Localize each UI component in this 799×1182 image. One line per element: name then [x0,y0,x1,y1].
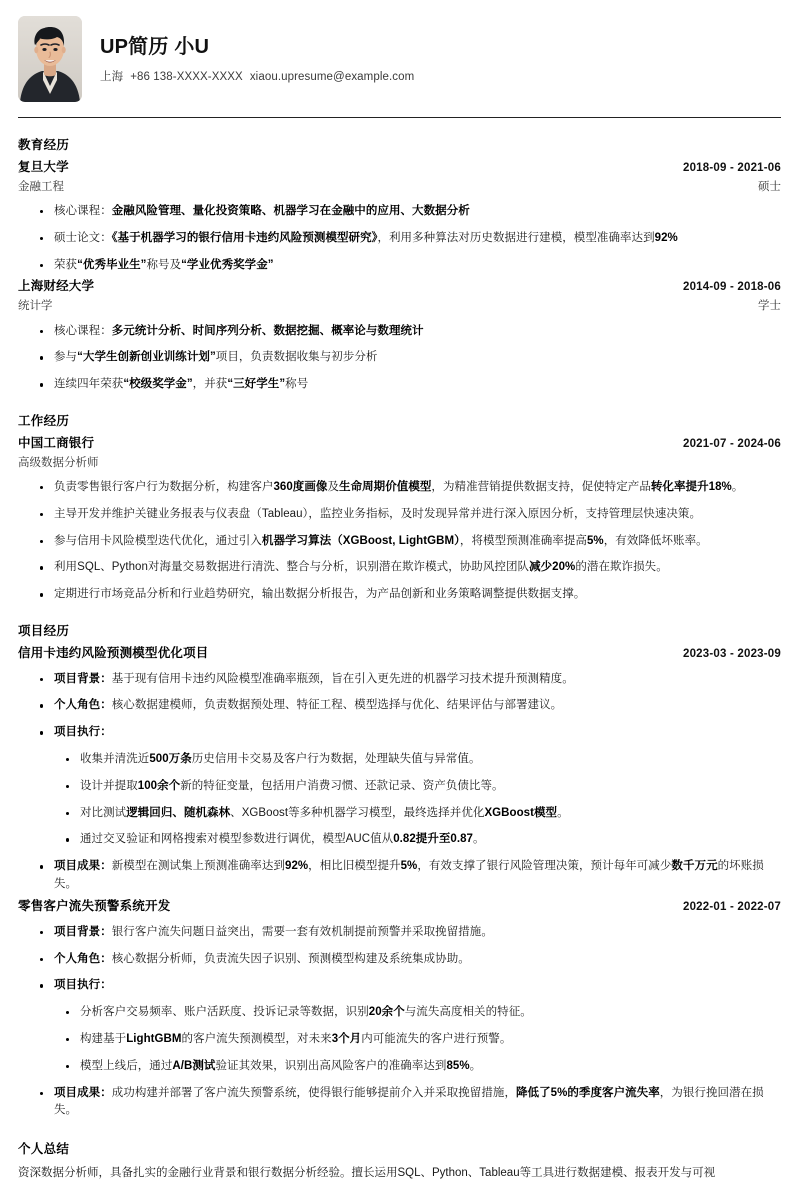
entry-organization: 中国工商银行 [18,435,95,450]
bullet-0-1-run-1: 《基于机器学习的银行信用卡违约风险预测模型研究》 [111,231,378,244]
bullet-1-2-run-3: “三好学生” [227,378,286,391]
bullet-0-2-run-3: 5% [586,534,604,547]
section-title-summary: 个人总结 [18,1142,70,1157]
contact-location: 上海 [100,70,124,83]
entry-major-or-role: 高级数据分析师 [18,456,99,469]
bullet-1-3-run-0: 项目成果： [54,1086,112,1099]
resume-header [18,0,781,102]
bullet-1-1-run-0: 参与 [54,351,78,364]
bullet-0-0-run-0: 负责零售银行客户行为数据分析，构建客户 [54,480,274,493]
bullet-1-2-run-0: 项目执行： [54,979,112,992]
bullet-item [18,323,781,341]
bullet-1-3-run-3: ，为银行挽回潜在损失。 [54,1086,764,1117]
entry-major-or-role: 统计学 [18,300,53,313]
bullet-0-2-run-3: “学业优秀奖学金” [181,258,274,271]
bullet-list [18,323,781,394]
bullet-0-2-run-1: 机器学习算法（XGBoost, LightGBM） [261,534,460,547]
bullet-0-0-run-3: 生命周期价值模型 [339,480,432,493]
bullet-0-0-run-1: 360度画像 [273,480,328,493]
bullet-1-0-run-0: 项目背景： [54,925,112,938]
bullet-1-3-run-1: 成功构建并部署了客户流失预警系统，使得银行能够提前介入并采取挽留措施， [111,1086,516,1099]
bullet-1-1-run-2: 项目，负责数据收集与初步分析 [215,351,378,364]
contact-info [100,68,414,84]
entry-projects-1 [18,897,781,1120]
bullet-0-2-run-2: 称号及 [146,258,182,271]
subbullet-0-2-run-0: 对比测试 [80,806,127,819]
bullet-1-1-run-1: “大学生创新创业训练计划” [77,351,216,364]
bullet-1-0-run-1: 多元统计分析、时间序列分析、数据挖掘、概率论与数理统计 [111,324,424,337]
sub-bullet-item [54,1058,781,1076]
bullet-0-3-run-1: 新模型在测试集上预测准确率达到 [111,860,285,873]
bullet-item [18,586,781,604]
bullet-0-0-run-2: 及 [327,480,340,493]
entry-organization: 复旦大学 [18,159,69,174]
entry-date-range: 2023-03 - 2023-09 [682,647,781,660]
subbullet-1-1-run-3: 3个月 [331,1032,362,1045]
bullet-1-0-run-1: 银行客户流失问题日益突出，需要一套有效机制提前预警并采取挽留措施。 [111,925,493,938]
section-work [18,412,781,604]
bullet-0-1-run-1: 核心数据建模师，负责数据预处理、特征工程、模型选择与优化、结果评估与部署建议。 [111,699,563,712]
subbullet-1-0-run-0: 分析客户交易频率、账户活跃度、投诉记录等数据，识别 [80,1006,369,1019]
bullet-1-1-run-0: 个人角色： [54,952,112,965]
bullet-item [18,858,781,894]
subbullet-0-3-run-2: 。 [473,833,485,846]
bullet-1-2-run-2: ，并获 [192,378,228,391]
bullet-0-2-run-0: 项目执行： [54,726,112,739]
section-education [18,136,781,394]
bullet-0-3-run-0: 利用SQL、Python对海量交易数据进行清洗、整合与分析，识别潜在欺诈模式，协助风控团队 [54,561,530,574]
entry-degree: 硕士 [758,180,781,193]
entry-organization: 信用卡违约风险预测模型优化项目 [18,645,209,660]
bullet-1-2-run-0: 连续四年荣获 [54,378,124,391]
entry-education-1 [18,277,781,394]
bullet-0-2-run-4: ，有效降低坏账率。 [603,534,708,547]
subbullet-1-0-run-2: 与流失高度相关的特征。 [404,1006,532,1019]
contact-phone: +86 138-XXXX-XXXX [130,70,243,83]
bullet-0-0-run-5: 转化率提升18% [650,480,732,493]
header-text-block [100,35,414,84]
entry-date-range: 2022-01 - 2022-07 [682,900,781,913]
bullet-item [18,349,781,367]
bullet-item [18,479,781,497]
bullet-item [18,671,781,689]
subbullet-1-1-run-4: 内可能流失的客户进行预警。 [361,1032,512,1045]
bullet-0-3-run-2: 92% [285,860,309,873]
subbullet-0-3-run-0: 通过交叉验证和网格搜索对模型参数进行调优，模型AUC值从 [80,833,394,846]
bullet-0-3-run-4: 5% [400,860,418,873]
subbullet-1-0-run-1: 20余个 [368,1006,405,1019]
bullet-0-3-run-0: 项目成果： [54,860,112,873]
section-title-education: 教育经历 [18,138,70,152]
resume-sections [18,136,781,1182]
entry-work-0 [18,434,781,604]
bullet-0-1-run-2: ，利用多种算法对历史数据进行建模，模型准确率达到 [377,231,655,244]
entry-header [18,434,781,454]
sub-bullet-list [54,1004,781,1075]
entry-subheader [18,178,781,196]
bullet-1-2-run-4: 称号 [285,378,309,391]
subbullet-0-3-run-1: 0.82提升至0.87 [393,833,474,846]
entry-projects-0 [18,644,781,894]
sub-bullet-item [54,751,781,769]
bullet-0-3-run-3: ，相比旧模型提升 [308,860,401,873]
bullet-1-2-run-1: “校级奖学金” [123,378,193,391]
bullet-0-0-run-1: 基于现有信用卡违约风险模型准确率瓶颈，旨在引入更先进的机器学习技术提升预测精度。 [111,672,574,685]
bullet-list [18,924,781,1121]
bullet-item [18,977,781,1075]
bullet-0-3-run-2: 的潜在欺诈损失。 [575,561,668,574]
subbullet-0-2-run-4: 。 [557,806,569,819]
subbullet-1-2-run-1: A/B测试 [172,1059,216,1072]
section-projects [18,622,781,1120]
bullet-0-2-run-1: “优秀毕业生” [77,258,147,271]
entry-header [18,897,781,917]
bullet-0-3-run-1: 减少20% [529,561,576,574]
entry-date-range: 2018-09 - 2021-06 [682,161,781,174]
sub-bullet-item [54,1004,781,1022]
bullet-item [18,1085,781,1121]
bullet-0-2-run-0: 荣获 [54,258,78,271]
bullet-0-3-run-7: 的坏账损失。 [54,860,764,891]
avatar [18,16,82,102]
entry-date-range: 2014-09 - 2018-06 [682,281,781,294]
subbullet-1-1-run-0: 构建基于 [80,1032,127,1045]
entry-header [18,644,781,664]
bullet-0-3-run-5: ，有效支撑了银行风险管理决策，预计每年可减少 [417,860,672,873]
entry-organization: 上海财经大学 [18,279,95,294]
entry-major-or-role: 金融工程 [18,180,64,193]
entry-subheader [18,297,781,315]
subbullet-1-2-run-2: 验证其效果，识别出高风险客户的准确率达到 [215,1059,447,1072]
entry-date-range: 2021-07 - 2024-06 [682,437,781,450]
subbullet-0-1-run-2: 新的特征变量，包括用户消费习惯、还款记录、资产负债比等。 [180,779,504,792]
bullet-list [18,203,781,274]
entry-degree: 学士 [758,300,781,313]
bullet-item [18,951,781,969]
bullet-0-2-run-0: 参与信用卡风险模型迭代优化，通过引入 [54,534,262,547]
bullet-0-0-run-6: 。 [731,480,744,493]
bullet-0-4-run-0: 定期进行市场竞品分析和行业趋势研究，输出数据分析报告，为产品创新和业务策略调整提供数据支撑。 [54,588,586,601]
section-title-work: 工作经历 [18,414,70,429]
section-summary [18,1140,781,1182]
bullet-item [18,203,781,221]
sub-bullet-item [54,778,781,796]
bullet-item [18,257,781,275]
contact-email: xiaou.upresume@example.com [249,70,415,83]
bullet-1-3-run-2: 降低了5%的季度客户流失率 [516,1086,660,1099]
bullet-1-1-run-1: 核心数据分析师，负责流失因子识别、预测模型构建及系统集成协助。 [111,952,470,965]
subbullet-0-2-run-3: XGBoost模型 [484,806,558,819]
header-divider [18,117,781,118]
entry-education-0 [18,158,781,275]
subbullet-1-2-run-4: 。 [469,1059,482,1072]
bullet-0-0-run-4: ，为精准营销提供数据支持，促使特定产品 [431,480,651,493]
entry-header [18,158,781,178]
bullet-0-1-run-0: 硕士论文： [54,231,112,244]
bullet-item [18,697,781,715]
subbullet-1-2-run-3: 85% [446,1059,470,1072]
summary-paragraph: 资深数据分析师，具备扎实的金融行业背景和银行数据分析经验。擅长运用SQL、Python、Tableau等工具进行数据建模、报表开发与可视 [18,1166,716,1179]
sub-bullet-item [54,1031,781,1049]
sub-bullet-item [54,831,781,849]
page-title: UP简历 小U [100,35,210,58]
bullet-item [18,559,781,577]
section-title-projects: 项目经历 [18,624,70,639]
subbullet-0-2-run-2: 、XGBoost等多种机器学习模型，最终选择并优化 [230,806,485,819]
subbullet-0-0-run-0: 收集并清洗近 [80,753,150,766]
bullet-0-1-run-0: 主导开发并维护关键业务报表与仪表盘（Tableau），监控业务指标，及时发现异常并进行深入原因分析，支持管理层快速决策。 [54,507,702,520]
bullet-item [18,533,781,551]
bullet-item [18,376,781,394]
subbullet-1-2-run-0: 模型上线后，通过 [80,1059,173,1072]
subbullet-0-0-run-1: 500万条 [149,753,192,766]
bullet-0-3-run-6: 数千万元 [671,860,718,873]
bullet-list [18,671,781,894]
sub-bullet-list [54,751,781,849]
bullet-0-1-run-0: 个人角色： [54,699,112,712]
subbullet-1-1-run-2: 的客户流失预测模型，对未来 [181,1032,332,1045]
bullet-0-0-run-0: 项目背景： [54,672,112,685]
bullet-item [18,924,781,942]
bullet-item [18,724,781,849]
entry-header [18,277,781,297]
subbullet-0-1-run-0: 设计并提取 [80,779,138,792]
bullet-0-0-run-0: 核心课程： [54,204,112,217]
bullet-item [18,230,781,248]
entry-subheader [18,454,781,472]
bullet-item [18,506,781,524]
subbullet-1-1-run-1: LightGBM [126,1032,182,1045]
subbullet-0-2-run-1: 逻辑回归、随机森林 [126,806,231,819]
bullet-0-0-run-1: 金融风险管理、量化投资策略、机器学习在金融中的应用、大数据分析 [111,204,470,217]
sub-bullet-item [54,805,781,823]
bullet-list [18,479,781,604]
subbullet-0-0-run-2: 历史信用卡交易及客户行为数据，处理缺失值与异常值。 [191,753,481,766]
bullet-0-2-run-2: ，将模型预测准确率提高 [459,534,587,547]
bullet-0-1-run-3: 92% [654,231,678,244]
bullet-1-0-run-0: 核心课程： [54,324,112,337]
subbullet-0-1-run-1: 100余个 [137,779,181,792]
entry-organization: 零售客户流失预警系统开发 [18,898,171,913]
